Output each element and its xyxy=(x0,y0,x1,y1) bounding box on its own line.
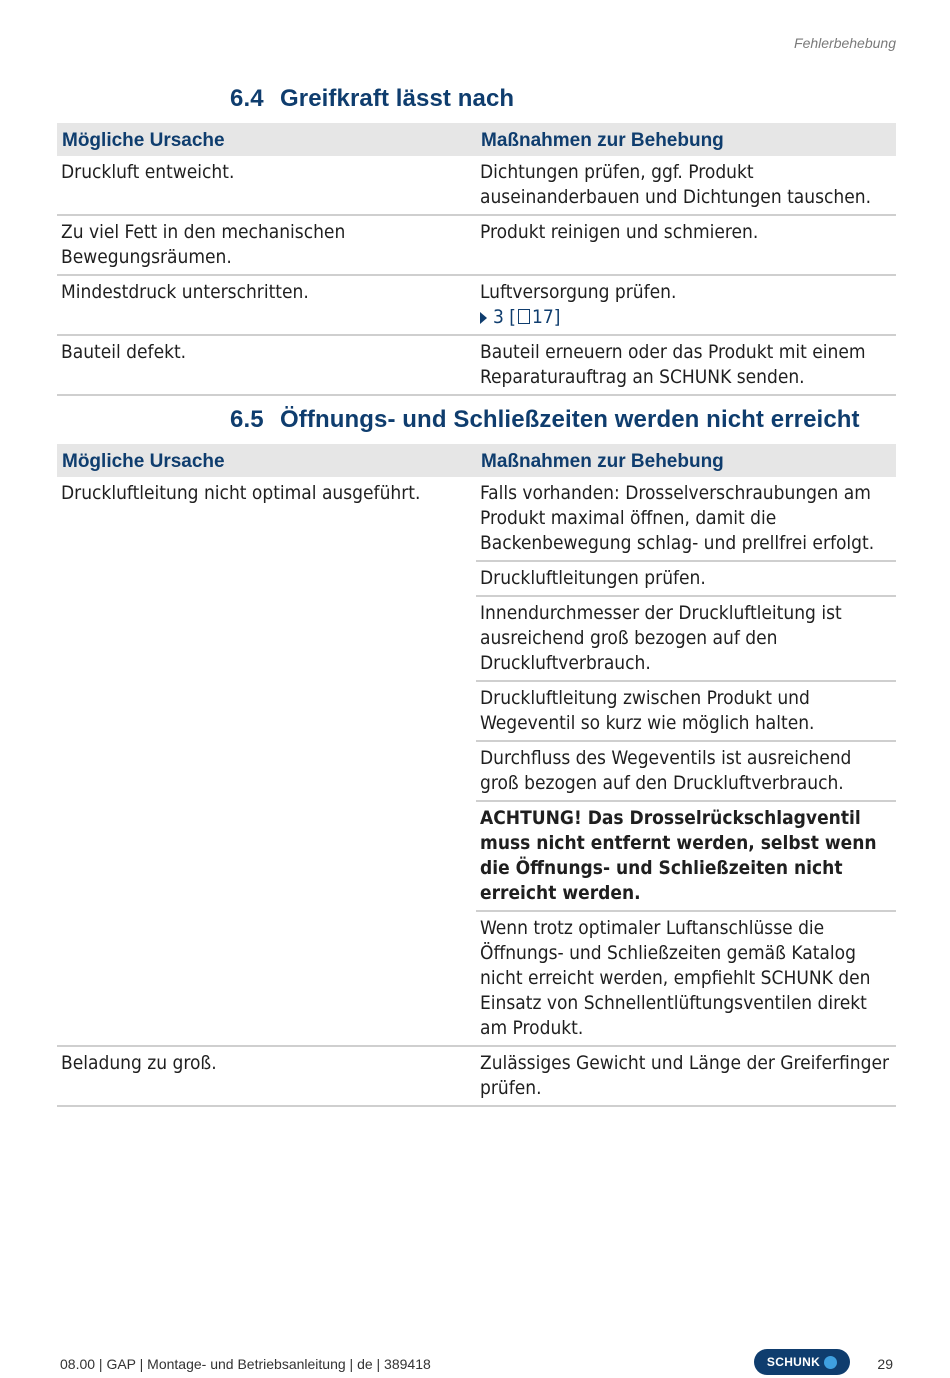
action-cell: Falls vorhanden: Drosselverschraubungen am Produkt maximal öffnen, damit die Backenbewegung schlag- und prellfrei erfolgt. xyxy=(476,477,896,561)
section-number: 6.5 xyxy=(230,406,264,433)
xref-page: 17 xyxy=(531,306,554,328)
cross-reference-link[interactable]: 3 [ 17] xyxy=(480,305,560,330)
section-heading: Öffnungs- und Schließzeiten werden nicht erreicht xyxy=(280,406,860,433)
logo-text: SCHUNK xyxy=(766,1354,821,1369)
table-row xyxy=(57,477,896,561)
cause-cell: Druckluftleitung nicht optimal ausgeführt. xyxy=(57,477,476,1046)
action-cell xyxy=(476,275,896,335)
table-row xyxy=(57,215,896,275)
action-cell: Innendurchmesser der Druckluftleitung ist ausreichend groß bezogen auf den Druckluftverbrauch. xyxy=(476,596,896,681)
action-cell: Druckluftleitungen prüfen. xyxy=(476,561,896,596)
xref-chapter: 3 xyxy=(493,306,504,328)
action-cell: Bauteil erneuern oder das Produkt mit einem Reparaturauftrag an SCHUNK senden. xyxy=(476,335,896,395)
troubleshooting-table-6-5 xyxy=(57,444,896,1107)
footer-doc-info: 08.00 | GAP | Montage- und Betriebsanleitung | de | 389418 xyxy=(60,1356,431,1372)
cause-cell: Druckluft entweicht. xyxy=(57,156,476,215)
schunk-logo xyxy=(754,1349,850,1375)
table-row xyxy=(57,275,896,335)
column-header-cause: Mögliche Ursache xyxy=(57,444,476,477)
table-row xyxy=(57,335,896,395)
action-cell: Produkt reinigen und schmieren. xyxy=(476,215,896,275)
page-number: 29 xyxy=(877,1356,893,1372)
arrow-right-icon xyxy=(480,312,487,324)
table-header-row xyxy=(57,444,896,477)
section-title-6-5 xyxy=(230,407,860,432)
action-cell: Durchfluss des Wegeventils ist ausreichend groß bezogen auf den Druckluftverbrauch. xyxy=(476,741,896,801)
warning-cell: ACHTUNG! Das Drosselrückschlagventil muss nicht entfernt werden, selbst wenn die Öffnungs- und Schließzeiten nicht erreicht werden. xyxy=(476,801,896,911)
cause-cell: Beladung zu groß. xyxy=(57,1046,476,1106)
section-heading: Greifkraft lässt nach xyxy=(280,85,515,112)
action-cell: Zulässiges Gewicht und Länge der Greiferfinger prüfen. xyxy=(476,1046,896,1106)
action-cell: Druckluftleitung zwischen Produkt und Wegeventil so kurz wie möglich halten. xyxy=(476,681,896,741)
action-cell: Wenn trotz optimaler Luftanschlüsse die Öffnungs- und Schließzeiten gemäß Katalog nicht erreicht werden, empfiehlt SCHUNK den Einsatz von Schnellentlüftungsventilen direkt am Produkt. xyxy=(476,911,896,1046)
table-row xyxy=(57,1046,896,1106)
action-text: Luftversorgung prüfen. xyxy=(480,281,677,303)
cause-cell: Bauteil defekt. xyxy=(57,335,476,395)
action-cell: Dichtungen prüfen, ggf. Produkt auseinanderbauen und Dichtungen tauschen. xyxy=(476,156,896,215)
running-header: Fehlerbehebung xyxy=(794,35,896,51)
column-header-action: Maßnahmen zur Behebung xyxy=(476,123,896,156)
column-header-cause: Mögliche Ursache xyxy=(57,123,476,156)
section-title-6-4 xyxy=(230,86,514,111)
cause-cell: Zu viel Fett in den mechanischen Bewegungsräumen. xyxy=(57,215,476,275)
table-row xyxy=(57,156,896,215)
section-number: 6.4 xyxy=(230,85,264,112)
page-icon xyxy=(518,309,530,324)
logo-swirl-icon xyxy=(824,1356,837,1369)
troubleshooting-table-6-4 xyxy=(57,123,896,396)
table-header-row xyxy=(57,123,896,156)
column-header-action: Maßnahmen zur Behebung xyxy=(476,444,896,477)
cause-cell: Mindestdruck unterschritten. xyxy=(57,275,476,335)
